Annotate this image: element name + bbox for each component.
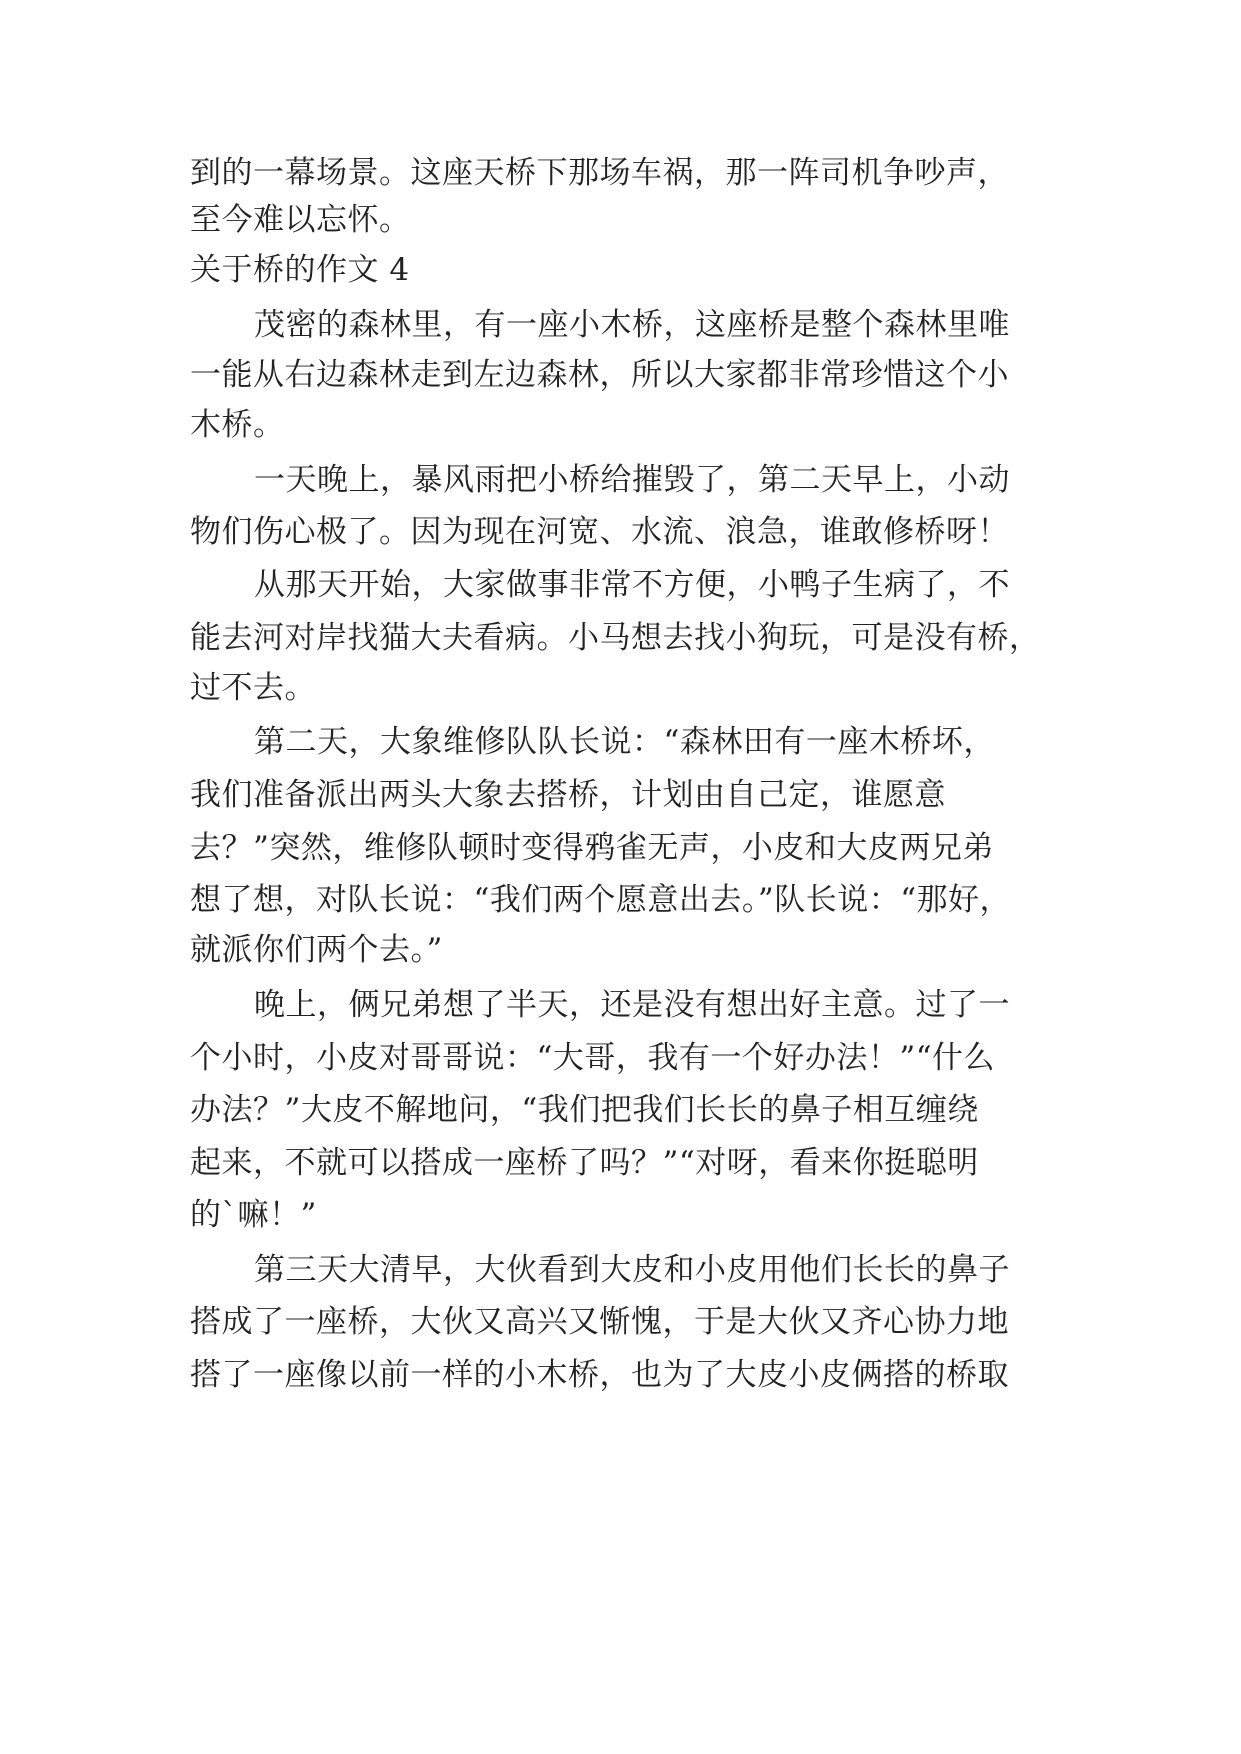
text-line: 起来，不就可以搭成一座桥了吗？”“对呀，看来你挺聪明 (190, 1145, 979, 1181)
section-heading: 关于桥的作文 4 (190, 252, 410, 288)
text-line: 到的一幕场景。这座天桥下那场车祸，那一阵司机争吵声， (190, 155, 1009, 191)
text-line: 能去河对岸找猫大夫看病。小马想去找小狗玩，可是没有桥， (190, 620, 1041, 656)
text-line: 办法？”大皮不解地问，“我们把我们长长的鼻子相互缠绕 (190, 1092, 979, 1128)
paragraph-first-line: 一天晚上，暴风雨把小桥给摧毁了，第二天早上，小动 (254, 462, 1010, 498)
text-line: 物们伤心极了。因为现在河宽、水流、浪急，谁敢修桥呀！ (190, 514, 1009, 550)
text-line: 去？”突然，维修队顿时变得鸦雀无声，小皮和大皮两兄弟 (190, 830, 994, 866)
text-line: 一能从右边森林走到左边森林，所以大家都非常珍惜这个小 (190, 357, 1009, 393)
paragraph-first-line: 茂密的森林里，有一座小木桥，这座桥是整个森林里唯 (254, 307, 1010, 343)
text-line: 的`嘛！” (190, 1197, 317, 1233)
text-line: 搭成了一座桥，大伙又高兴又惭愧，于是大伙又齐心协力地 (190, 1304, 1009, 1340)
paragraph-first-line: 第二天，大象维修队队长说：“森林田有一座木桥坏， (254, 724, 995, 760)
text-line: 过不去。 (190, 670, 316, 706)
text-line: 就派你们两个去。” (190, 932, 443, 968)
paragraph-first-line: 从那天开始，大家做事非常不方便，小鸭子生病了，不 (254, 567, 1010, 603)
paragraph-first-line: 晚上，俩兄弟想了半天，还是没有想出好主意。过了一 (254, 987, 1010, 1023)
text-line: 我们准备派出两头大象去搭桥，计划由自己定，谁愿意 (190, 777, 946, 813)
text-line: 至今难以忘怀。 (190, 202, 411, 238)
paragraph-first-line: 第三天大清早，大伙看到大皮和小皮用他们长长的鼻子 (254, 1252, 1010, 1288)
text-line: 想了想，对队长说：“我们两个愿意出去。”队长说：“那好， (190, 882, 1012, 918)
text-line: 木桥。 (190, 407, 285, 443)
text-line: 搭了一座像以前一样的小木桥，也为了大皮小皮俩搭的桥取 (190, 1357, 1009, 1393)
text-line: 个小时，小皮对哥哥说：“大哥，我有一个好办法！”“什么 (190, 1040, 996, 1076)
